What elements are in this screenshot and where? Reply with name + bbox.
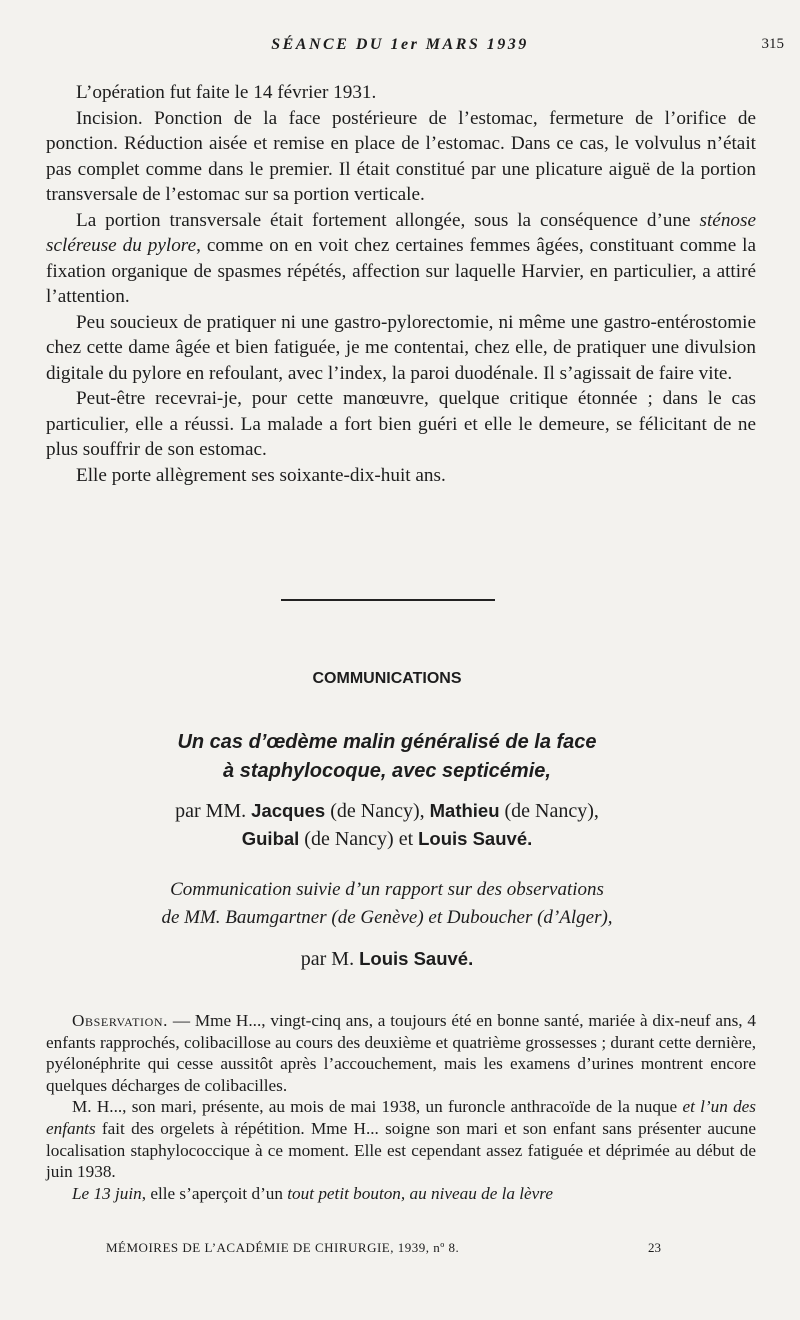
section-divider <box>281 599 495 601</box>
paragraph <box>46 1096 756 1182</box>
emphasis: tout petit bouton, au niveau de la lèvre <box>287 1183 553 1203</box>
emphasis: sténose scléreuse du pylore <box>46 209 756 256</box>
author-affiliation: (de Nancy), <box>504 800 599 822</box>
text-run: — Mme H..., vingt-cinq ans, a toujours été en bonne santé, mariée à dix-neuf ans, 4 enfants rapprochés, colibacillose au cours des deuxième et quatrième grossesses ; durant cette dernière, pyélonéphrite qui cesse aussitôt après l’accouchement, mais les examens d’urines montrent encore quelques décharges de colibacilles. <box>46 1011 756 1095</box>
emphasis: et l’un des enfants <box>46 1097 756 1138</box>
author-name: Jacques <box>251 800 326 821</box>
author-list <box>0 797 774 853</box>
byline-prefix: par M. <box>300 948 355 970</box>
subtitle-line: Communication suivie d’un rapport sur des observations <box>170 879 604 900</box>
author-name: Mathieu <box>429 800 500 821</box>
page-footer <box>0 1240 800 1260</box>
byline-author: Louis Sauvé. <box>359 948 474 969</box>
text-run: , elle s’aperçoit d’un <box>141 1183 288 1203</box>
article-title-line: Un cas d’œdème malin généralisé de la face <box>177 731 597 753</box>
author-line <box>0 825 774 853</box>
observation-label: Observation. <box>72 1011 169 1030</box>
article-title-line: à staphylocoque, avec septicémie, <box>223 760 551 782</box>
paragraph: Peu soucieux de pratiquer ni une gastro-pylorectomie, ni même une gastro-entérostomie chez cette dame âgée et bien fatiguée, je me contentai, chez elle, de pratiquer une divulsion digitale du pylore en refoulant, avec l’index, la paroi duodénale. Il s’agissait de faire vite. <box>46 311 756 384</box>
signature-mark: 23 <box>648 1240 661 1255</box>
observation-section <box>46 1010 756 1204</box>
running-head-title: SÉANCE DU 1er MARS 1939 <box>271 36 529 53</box>
case-report-continuation <box>46 80 756 488</box>
text-run: La portion transversale était fortement allongée, sous la conséquence d’une <box>76 209 700 231</box>
subtitle-line: de MM. Baumgartner (de Genève) et Duboucher (d’Alger), <box>161 907 613 928</box>
paragraph: Elle porte allègrement ses soixante-dix-huit ans. <box>76 464 446 486</box>
running-head <box>0 36 800 60</box>
author-line <box>0 797 774 825</box>
emphasis: Le 13 juin <box>72 1183 142 1203</box>
author-name: Guibal <box>241 828 300 849</box>
journal-citation: MÉMOIRES DE L’ACADÉMIE DE CHIRURGIE, 1939, nº 8. <box>106 1240 460 1255</box>
author-affiliation: (de Nancy) et <box>304 828 414 850</box>
page-number: 315 <box>761 36 784 52</box>
text-run: fait des orgelets à répétition. Mme H... soigne son mari et son enfant sans présenter aucune localisation staphylococcique à ce moment. Elle est cependant assez fatiguée et déprimée au début de juin 1938. <box>46 1118 756 1182</box>
paragraph: Incision. Ponction de la face postérieure de l’estomac, fermeture de l’orifice de ponction. Réduction aisée et remise en place de l’estomac. Dans ce cas, le volvulus n’était pas complet comme dans le premier. Il était constitué par une plicature aiguë de la portion transversale de l’estomac sur sa portion verticale. <box>46 107 756 205</box>
author-name: Louis Sauvé. <box>418 828 533 849</box>
article-title <box>0 728 774 786</box>
paragraph: Peut-être recevrai-je, pour cette manœuvre, quelque critique étonnée ; dans le cas particulier, elle a réussi. La malade a fort bien guéri et elle le demeure, se félicitant de ne plus souffrir de son estomac. <box>46 388 756 460</box>
author-affiliation: (de Nancy), <box>330 800 425 822</box>
report-byline <box>0 948 774 971</box>
paragraph: L’opération fut faite le 14 février 1931. <box>76 82 377 103</box>
text-run: , comme on en voit chez certaines femmes âgées, constituant comme la fixation organique de spasmes répétés, affection sur laquelle Harvier, en particulier, a attiré l’attention. <box>46 235 757 307</box>
author-prefix: par MM. <box>175 800 247 822</box>
text-run: M. H..., son mari, présente, au mois de mai 1938, un furoncle anthracoïde de la nuque <box>72 1097 683 1117</box>
article-subtitle <box>0 876 774 932</box>
section-heading: COMMUNICATIONS <box>312 670 462 687</box>
paragraph <box>46 1010 756 1096</box>
paragraph <box>46 1183 756 1205</box>
paragraph <box>46 208 756 310</box>
